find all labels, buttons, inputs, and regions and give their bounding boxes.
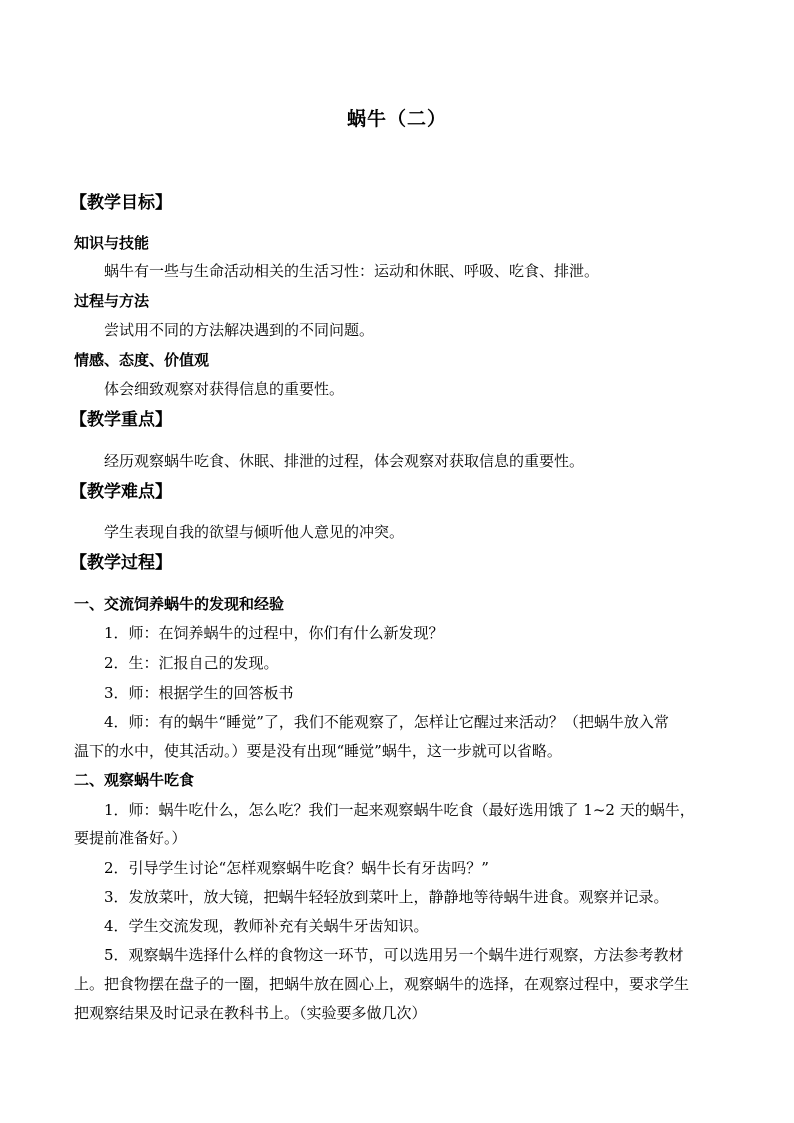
difficulties-heading: 【教学难点】 [70,482,172,502]
part1-item: 4．师：有的蜗牛“睡觉”了，我们不能观察了，怎样让它醒过来活动？（把蜗牛放入常 [104,713,669,731]
page-title: 蜗牛（二） [346,108,447,130]
key-points-heading: 【教学重点】 [70,410,172,430]
part2-item: 4．学生交流发现，教师补充有关蜗牛牙齿知识。 [104,917,429,935]
part2-item: 2．引导学生讨论“怎样观察蜗牛吃食？蜗牛长有牙齿吗？” [104,859,489,877]
process-methods-text: 尝试用不同的方法解决遇到的不同问题。 [104,321,375,339]
objectives-heading: 【教学目标】 [70,193,172,213]
part2-item-continued: 把观察结果及时记录在教科书上。（实验要多做几次） [74,1004,427,1022]
emotion-values-label: 情感、态度、价值观 [74,351,210,369]
difficulties-text: 学生表现自我的欲望与倾听他人意见的冲突。 [104,523,405,541]
part2-item: 1．师：蜗牛吃什么，怎么吃？我们一起来观察蜗牛吃食（最好选用饿了 1~2 天的蜗牛， [104,801,695,819]
part2-item: 5．观察蜗牛选择什么样的食物这一环节，可以选用另一个蜗牛进行观察，方法参考教材 [104,946,684,964]
part2-item-continued: 上。把食物摆在盘子的一圈，把蜗牛放在圆心上，观察蜗牛的选择，在观察过程中，要求学生 [74,975,690,993]
part1-item: 2．生：汇报自己的发现。 [104,654,279,672]
process-methods-label: 过程与方法 [74,292,150,310]
part2-item: 3．发放菜叶，放大镜，把蜗牛轻轻放到菜叶上，静静地等待蜗牛进食。观察并记录。 [104,888,669,906]
knowledge-skills-label: 知识与技能 [74,234,150,252]
procedure-heading: 【教学过程】 [70,553,172,573]
part1-item: 1．师：在饲养蜗牛的过程中，你们有什么新发现？ [104,624,444,642]
key-points-text: 经历观察蜗牛吃食、休眠、排泄的过程，体会观察对获取信息的重要性。 [104,452,585,470]
part2-heading: 二、观察蜗牛吃食 [74,771,195,789]
knowledge-skills-text: 蜗牛有一些与生命活动相关的生活习性：运动和休眠、呼吸、吃食、排泄。 [104,262,600,280]
part2-item-continued: 要提前准备好。） [74,829,187,847]
part1-heading: 一、交流饲养蜗牛的发现和经验 [74,595,285,613]
part1-item: 3．师：根据学生的回答板书 [104,684,294,702]
emotion-values-text: 体会细致观察对获得信息的重要性。 [104,380,345,398]
part1-item-continued: 温下的水中，使其活动。）要是没有出现“睡觉”蜗牛，这一步就可以省略。 [74,742,562,760]
